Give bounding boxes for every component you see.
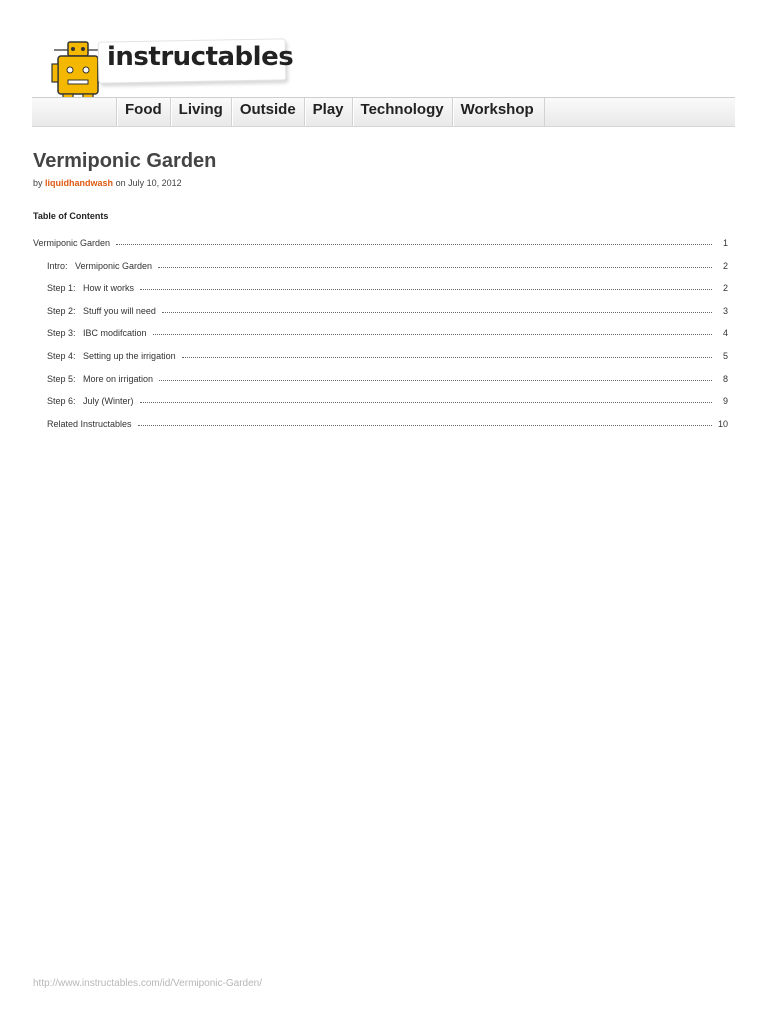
toc-entry-label: Intro: Vermiponic Garden xyxy=(47,261,153,271)
toc-entry-page: 9 xyxy=(722,396,728,406)
nav-item-food[interactable]: Food xyxy=(117,98,171,126)
toc-entry[interactable] xyxy=(33,415,728,429)
nav-item-outside[interactable]: Outside xyxy=(232,98,305,126)
toc-entry-label: Step 3: IBC modifcation xyxy=(47,328,147,338)
toc-entry[interactable] xyxy=(33,370,728,384)
toc-dot-leader xyxy=(153,333,712,335)
toc-entry-label: Step 2: Stuff you will need xyxy=(47,306,156,316)
toc-dot-leader xyxy=(159,379,712,381)
toc-entry-label: Related Instructables xyxy=(47,419,132,429)
toc-entry[interactable] xyxy=(33,347,728,361)
article-byline xyxy=(33,178,182,188)
toc-dot-leader xyxy=(182,356,712,358)
nav-item-workshop[interactable]: Workshop xyxy=(453,98,545,126)
toc-entry-label: Step 1: How it works xyxy=(47,283,135,293)
site-header xyxy=(0,0,768,130)
toc-entry-page: 8 xyxy=(722,374,728,384)
toc-entry-label: Step 5: More on irrigation xyxy=(47,374,154,384)
byline-prefix: by xyxy=(33,178,43,188)
toc-entry-page: 4 xyxy=(722,328,728,338)
author-link[interactable]: liquidhandwash xyxy=(45,178,114,188)
toc-entry[interactable] xyxy=(33,324,728,338)
toc-entry-label: Step 4: Setting up the irrigation xyxy=(47,351,176,361)
toc-entry-page: 2 xyxy=(722,283,728,293)
toc-dot-leader xyxy=(158,266,712,268)
toc-entry-label: Vermiponic Garden xyxy=(33,238,111,248)
publish-date: on July 10, 2012 xyxy=(115,178,182,188)
site-logo-text[interactable]: instructables xyxy=(107,42,294,72)
nav-item-living[interactable]: Living xyxy=(171,98,232,126)
toc-heading: Table of Contents xyxy=(33,211,109,221)
article-title: Vermiponic Garden xyxy=(33,150,217,172)
toc-entry[interactable] xyxy=(33,392,728,406)
toc-dot-leader xyxy=(140,288,712,290)
toc-entry[interactable] xyxy=(33,257,728,271)
toc-entry-page: 2 xyxy=(722,261,728,271)
footer-source-url[interactable]: http://www.instructables.com/id/Vermiponic-Garden/ xyxy=(33,978,262,989)
nav-item-technology[interactable]: Technology xyxy=(353,98,453,126)
toc-dot-leader xyxy=(162,311,712,313)
toc-entry[interactable] xyxy=(33,302,728,316)
category-navbar xyxy=(32,97,735,127)
toc-dot-leader xyxy=(140,401,712,403)
toc-entry-page: 3 xyxy=(722,306,728,316)
navbar-spacer xyxy=(32,98,117,126)
nav-item-play[interactable]: Play xyxy=(305,98,353,126)
toc-dot-leader xyxy=(138,424,712,426)
toc-entry-page: 10 xyxy=(717,419,728,429)
toc-entry[interactable] xyxy=(33,279,728,293)
toc-dot-leader xyxy=(116,243,712,245)
toc-entry-page: 1 xyxy=(722,238,728,248)
toc-entry-page: 5 xyxy=(722,351,728,361)
toc-entry[interactable] xyxy=(33,234,728,248)
toc-entry-label: Step 6: July (Winter) xyxy=(47,396,134,406)
